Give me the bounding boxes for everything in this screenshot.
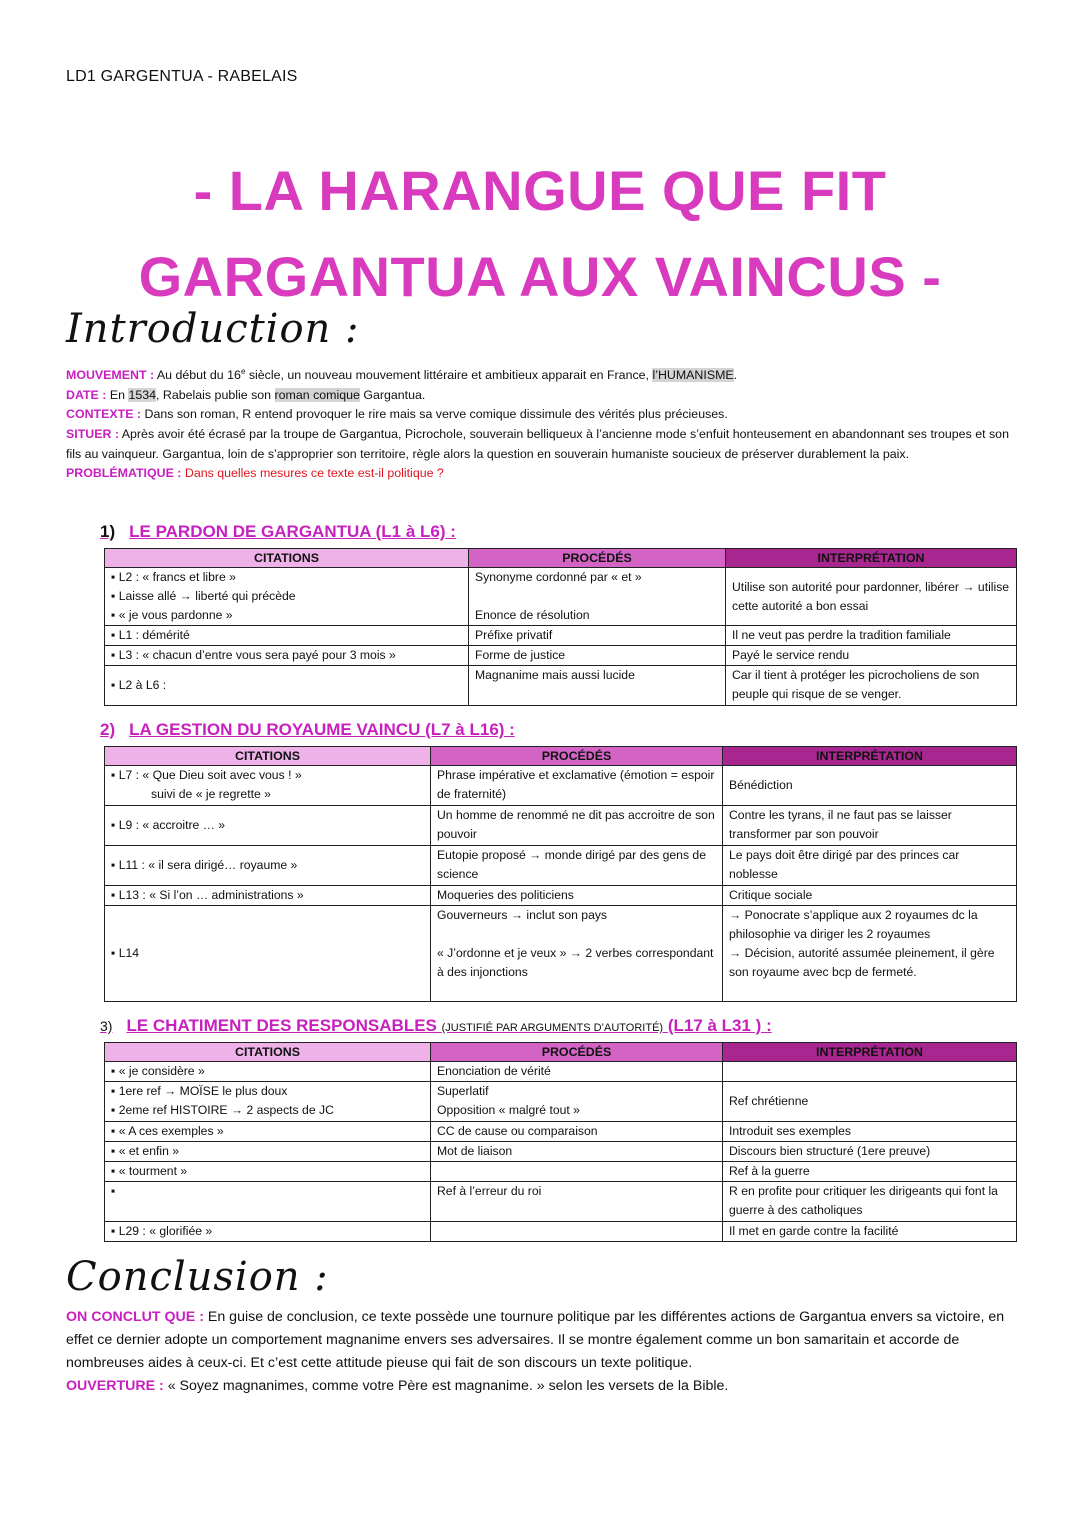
- cell-text: CC de cause ou comparaison: [431, 1122, 723, 1142]
- cell-text: Forme de justice: [469, 646, 726, 666]
- cell-text: Préfixe privatif: [469, 626, 726, 646]
- table-row: [105, 626, 1017, 646]
- conclusion-paragraph: [66, 1306, 1016, 1375]
- table-row: [105, 568, 1017, 626]
- section-1-number: 1): [100, 522, 116, 541]
- date-label: DATE :: [66, 387, 107, 402]
- table-row: [105, 1182, 1017, 1222]
- header-procedes: PROCÉDÉS: [469, 549, 726, 568]
- cell-text: Il ne veut pas perdre la tradition familiale: [726, 626, 1017, 646]
- intro-mouvement: [66, 362, 1016, 386]
- header-citations: CITATIONS: [105, 549, 469, 568]
- section-3-table: [104, 1042, 1017, 1242]
- date-text: En: [106, 387, 129, 402]
- cell-text: ▪: [105, 1182, 431, 1222]
- table-row: [105, 806, 1017, 846]
- table-row: [105, 1162, 1017, 1182]
- section-3-number: 3): [100, 1018, 113, 1034]
- genre-highlight: roman comique: [274, 387, 360, 402]
- cell-text: ▪ Laisse allé → liberté qui précède: [111, 589, 296, 603]
- cell-text: Ref à la guerre: [723, 1162, 1017, 1182]
- section-1-label: LE PARDON DE GARGANTUA (L1 à L6) :: [129, 522, 456, 541]
- cell-text: ▪ L3 : « chacun d’entre vous sera payé pour 3 mois »: [105, 646, 469, 666]
- table-row: [105, 646, 1017, 666]
- section-3-range: (L17 à L31 ) :: [667, 1016, 772, 1035]
- problematique-label: PROBLÉMATIQUE :: [66, 466, 182, 481]
- mouvement-sup: e: [240, 367, 246, 376]
- problematique-text: Dans quelles mesures ce texte est-il politique ?: [181, 466, 444, 481]
- cell-text: ▪ L29 : « glorifiée »: [105, 1222, 431, 1242]
- header-procedes: PROCÉDÉS: [431, 747, 723, 766]
- header-interpretation: INTERPRÉTATION: [726, 549, 1017, 568]
- section-3-title: [100, 1016, 772, 1036]
- document-header: LD1 GARGENTUA - RABELAIS: [66, 68, 298, 85]
- cell-text: ▪ L2 : « francs et libre »: [111, 570, 236, 584]
- header-interpretation: INTERPRÉTATION: [723, 747, 1017, 766]
- conclusion-label: ON CONCLUT QUE :: [66, 1309, 204, 1325]
- cell-text: ▪ « A ces exemples »: [105, 1122, 431, 1142]
- section-3-label: LE CHATIMENT DES RESPONSABLES: [126, 1016, 437, 1035]
- contexte-label: CONTEXTE :: [66, 407, 142, 422]
- ouverture-paragraph: [66, 1375, 1016, 1398]
- cell-text: Enonciation de vérité: [431, 1062, 723, 1082]
- header-citations: CITATIONS: [105, 1043, 431, 1062]
- situer-text: Après avoir été écrasé par la troupe de Gargantua, Picrochole, souverain belliqueux à l’ancienne mode s’enfuit honteusement en abandonnant ses troupes et son fils au vainqueur. Gargantua, loin de s’approprier son territoire, règle alors la question en souverain humaniste soucieux de préserver durablement la paix.: [66, 426, 1009, 461]
- table-row: [105, 766, 1017, 806]
- cell-text: Le pays doit être dirigé par des princes car noblesse: [723, 846, 1017, 886]
- introduction-block: [66, 362, 1016, 484]
- table-row: [105, 1082, 1017, 1122]
- table-row: [105, 1122, 1017, 1142]
- cell-text: ▪ « je vous pardonne »: [111, 608, 233, 622]
- page-title: [0, 148, 1080, 320]
- cell-text: Superlatif: [437, 1084, 489, 1098]
- intro-date: [66, 386, 1016, 406]
- cell-text: Mot de liaison: [431, 1142, 723, 1162]
- header-citations: CITATIONS: [105, 747, 431, 766]
- conclusion-text: En guise de conclusion, ce texte possède une tournure politique par les différentes actions de Gargantua envers sa victoire, en effet ce dernier adopte un comportement magnanime envers ses adversaires. Il se montre également comme un bon samaritain et accorde de nombreuses aides à ceux-ci. Et c’est cette attitude pieuse qui fait de son discours un texte politique.: [66, 1309, 1005, 1371]
- table-row: [105, 846, 1017, 886]
- date-end: Gargantua.: [359, 387, 426, 402]
- cell-text: Discours bien structuré (1ere preuve): [723, 1142, 1017, 1162]
- title-line-2: GARGANTUA AUX VAINCUS -: [138, 245, 942, 308]
- intro-situer: [66, 425, 1016, 464]
- cell-text: Un homme de renommé ne dit pas accroitre de son pouvoir: [431, 806, 723, 846]
- cell-text: Il met en garde contre la facilité: [723, 1222, 1017, 1242]
- mouvement-label: MOUVEMENT :: [66, 368, 155, 383]
- cell-text: Critique sociale: [723, 886, 1017, 906]
- cell-text: [723, 1062, 1017, 1082]
- contexte-text: Dans son roman, R entend provoquer le rire mais sa verve comique dissimule des vérités plus précieuses.: [141, 407, 728, 422]
- table-row: [105, 666, 1017, 706]
- intro-contexte: [66, 405, 1016, 425]
- table-row: [105, 886, 1017, 906]
- table-row: [105, 906, 1017, 1002]
- cell-text: Utilise son autorité pour pardonner, libérer → utilise cette autorité a bon essai: [726, 568, 1017, 626]
- cell-text: [431, 1222, 723, 1242]
- conclusion-heading: Conclusion :: [66, 1254, 329, 1300]
- section-2-title: [100, 720, 515, 740]
- cell-text: ▪ « je considère »: [105, 1062, 431, 1082]
- table-row: [105, 1142, 1017, 1162]
- cell-text: Introduit ses exemples: [723, 1122, 1017, 1142]
- intro-problematique: [66, 464, 1016, 484]
- cell-text: → Ponocrate s’applique aux 2 royaumes dc la philosophie va diriger les 2 royaumes: [729, 908, 978, 941]
- cell-text: [431, 1162, 723, 1182]
- mouvement-text: Au début du 16: [154, 368, 241, 383]
- title-line-1: - LA HARANGUE QUE FIT: [193, 159, 887, 222]
- cell-text: Ref à l’erreur du roi: [431, 1182, 723, 1222]
- section-1-table: [104, 548, 1017, 706]
- mouvement-text-2: siècle, un nouveau mouvement littéraire et ambitieux apparait en France,: [245, 368, 653, 383]
- header-procedes: PROCÉDÉS: [431, 1043, 723, 1062]
- cell-text: ▪ L13 : « Si l’on … administrations »: [105, 886, 431, 906]
- cell-text: Contre les tyrans, il ne faut pas se laisser transformer par son pouvoir: [723, 806, 1017, 846]
- cell-text: ▪ L11 : « il sera dirigé… royaume »: [105, 846, 431, 886]
- section-2-number: 2): [100, 720, 116, 739]
- cell-text: ▪ « et enfin »: [105, 1142, 431, 1162]
- introduction-heading: Introduction :: [66, 306, 360, 352]
- cell-text: ▪ L9 : « accroitre … »: [105, 806, 431, 846]
- section-2-label: LA GESTION DU ROYAUME VAINCU (L7 à L16) :: [129, 720, 515, 739]
- situer-label: SITUER :: [66, 426, 120, 441]
- conclusion-block: [66, 1306, 1016, 1398]
- cell-text: Enonce de résolution: [475, 608, 590, 622]
- cell-text: Payé le service rendu: [726, 646, 1017, 666]
- header-interpretation: INTERPRÉTATION: [723, 1043, 1017, 1062]
- section-1-title: [100, 522, 456, 542]
- cell-text: → Décision, autorité assumée pleinement, il gère son royaume avec bcp de fermeté.: [729, 946, 995, 979]
- section-3-note: (JUSTIFIÉ PAR ARGUMENTS D’AUTORITÉ): [441, 1022, 664, 1034]
- table-row: [105, 1222, 1017, 1242]
- cell-text: ▪ L7 : « Que Dieu soit avec vous ! »: [111, 768, 302, 782]
- cell-text: Phrase impérative et exclamative (émotion = espoir de fraternité): [431, 766, 723, 806]
- cell-text: ▪ L14: [105, 906, 431, 1002]
- cell-text: ▪ L2 à L6 :: [105, 666, 469, 706]
- table-row: [105, 1062, 1017, 1082]
- cell-text: suivi de « je regrette »: [151, 787, 271, 801]
- cell-text: Moqueries des politiciens: [431, 886, 723, 906]
- ouverture-label: OUVERTURE :: [66, 1378, 164, 1394]
- cell-text: Car il tient à protéger les picrocholiens de son peuple qui risque de se venger.: [726, 666, 1017, 706]
- cell-text: « J’ordonne et je veux » → 2 verbes correspondant à des injonctions: [437, 946, 714, 979]
- humanisme-highlight: l’HUMANISME: [652, 368, 734, 383]
- cell-text: Opposition « malgré tout »: [437, 1103, 580, 1117]
- cell-text: Ref chrétienne: [723, 1082, 1017, 1122]
- cell-text: Eutopie proposé → monde dirigé par des gens de science: [431, 846, 723, 886]
- section-2-table: [104, 746, 1017, 1002]
- cell-text: Gouverneurs → inclut son pays: [437, 908, 608, 922]
- cell-text: ▪ « tourment »: [105, 1162, 431, 1182]
- cell-text: ▪ L1 : démérité: [105, 626, 469, 646]
- cell-text: Bénédiction: [723, 766, 1017, 806]
- mouvement-end: .: [733, 368, 738, 383]
- date-text-2: , Rabelais publie son: [156, 387, 275, 402]
- cell-text: Magnanime mais aussi lucide: [469, 666, 726, 706]
- cell-text: R en profite pour critiquer les dirigeants qui font la guerre à des catholiques: [723, 1182, 1017, 1222]
- cell-text: ▪ 1ere ref → MOÏSE le plus doux: [111, 1084, 288, 1098]
- ouverture-text: « Soyez magnanimes, comme votre Père est magnanime. » selon les versets de la Bible.: [163, 1378, 729, 1394]
- year-highlight: 1534: [128, 387, 157, 402]
- cell-text: Synonyme cordonné par « et »: [475, 570, 642, 584]
- cell-text: ▪ 2eme ref HISTOIRE → 2 aspects de JC: [111, 1103, 334, 1117]
